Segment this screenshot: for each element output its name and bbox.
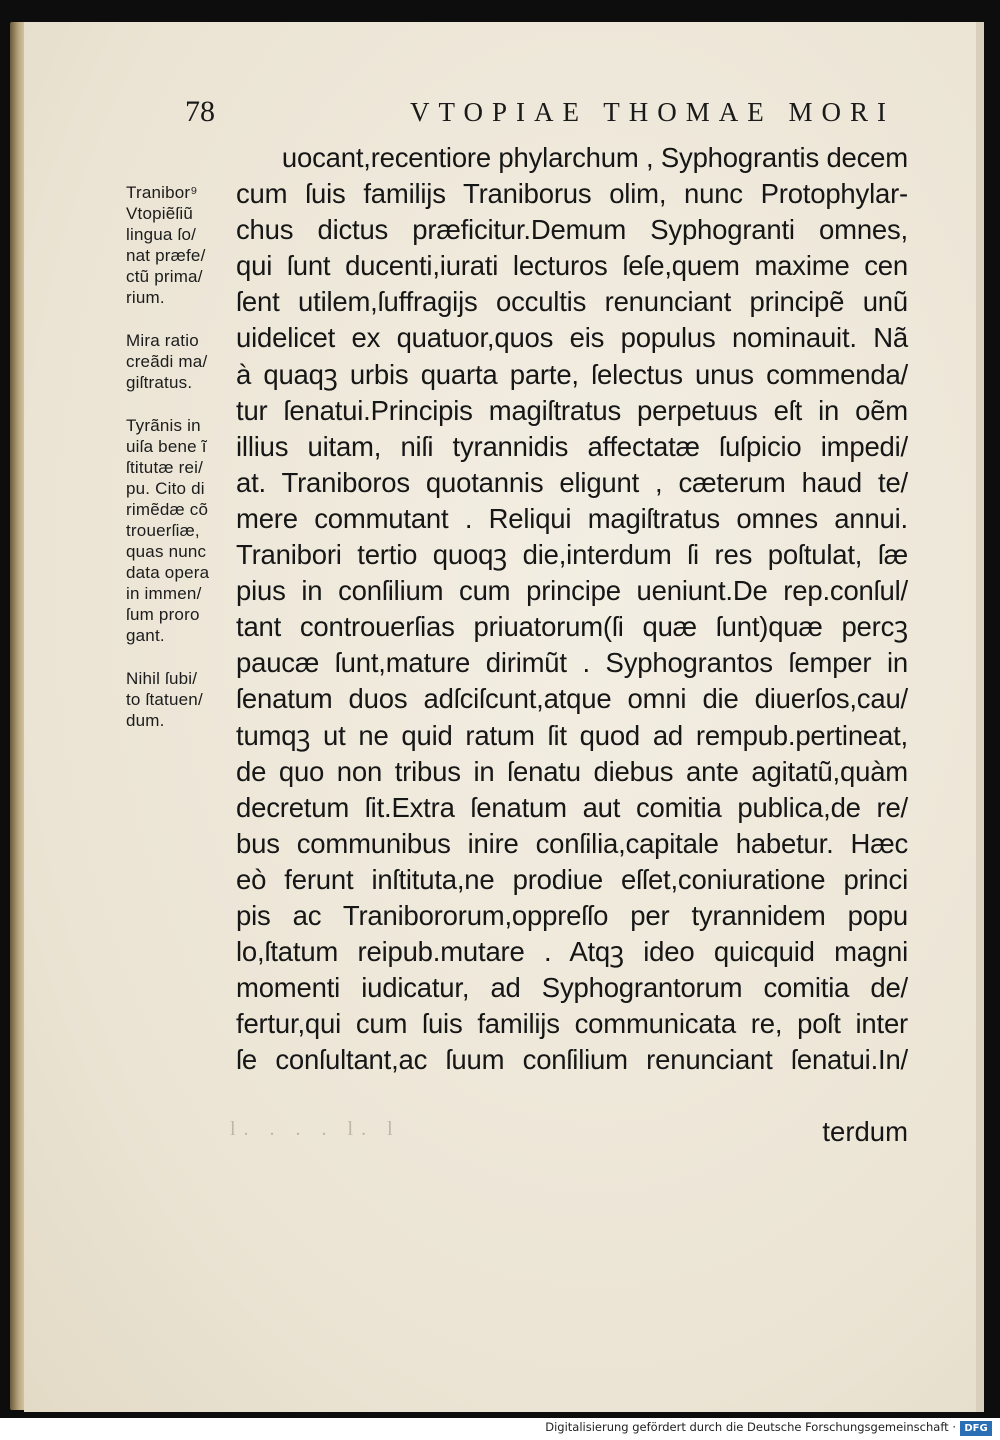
text-line: fertur,qui cum ſuis familijs communicata re, poſt inter xyxy=(236,1008,908,1040)
text-line: pis ac Tranibororum,oppreſſo per tyrannidem popu xyxy=(236,899,908,931)
marginal-note-line: data opera xyxy=(126,563,210,582)
text-line: chus dictus præficitur.Demum Syphogranti omnes, xyxy=(236,214,908,246)
marginal-notes xyxy=(126,182,238,753)
marginal-note-line: trouerſiæ, xyxy=(126,521,200,540)
text-line: illius uitam, niſi tyrannidis affectatæ ſuſpicio impedi/ xyxy=(236,430,908,462)
marginal-note-line: ſum proro xyxy=(126,605,200,624)
text-line: tur ſenatui.Principis magiſtratus perpetuus eſt in oẽm xyxy=(236,394,908,426)
marginal-note-line: giſtratus. xyxy=(126,373,193,392)
text-line: qui ſunt ducenti,iurati lecturos ſeſe,quem maxime cen xyxy=(236,250,908,282)
marginal-note xyxy=(126,330,238,393)
catchword: terdum xyxy=(822,1116,908,1147)
marginal-note xyxy=(126,415,238,646)
text-line: lo,ſtatum reipub.mutare . Atqꝫ ideo quicquid magni xyxy=(236,936,908,968)
text-line: Tranibori tertio quoqꝫ die,interdum ſi res poſtulat, ſæ xyxy=(236,539,908,571)
marginal-note-line: lingua ſo/ xyxy=(126,225,197,244)
marginal-note-line: dum. xyxy=(126,711,165,730)
marginal-note-line: Mira ratio xyxy=(126,331,199,350)
text-line: mere commutant . Reliqui magiſtratus omnes annui. xyxy=(236,502,908,534)
text-line: uocant,recentiore phylarchum , Syphograntis decem xyxy=(281,142,908,173)
text-line: pius in conſilium cum principe ueniunt.De rep.conſul/ xyxy=(236,575,908,607)
text-line: ſe conſultant,ac ſuum conſilium renunciant ſenatui.In/ xyxy=(236,1044,908,1076)
text-line: cum ſuis familijs Traniborus olim, nunc Protophylar- xyxy=(236,178,908,210)
running-head xyxy=(185,95,895,135)
text-line: paucæ ſunt,mature dirimũt . Syphograntos ſemper in xyxy=(236,647,908,679)
text-line: ſenatum duos adſciſcunt,atque omni die diuerſos,cau/ xyxy=(236,683,908,715)
marginal-note-line: ctũ prima/ xyxy=(126,267,203,286)
marginal-note-line: rium. xyxy=(126,288,165,307)
marginal-note-line: Tyrãnis in xyxy=(126,416,201,435)
marginal-note-line: pu. Cito di xyxy=(126,479,205,498)
marginal-note-line: in immen/ xyxy=(126,584,202,603)
marginal-note-line: gant. xyxy=(126,626,165,645)
text-line: uidelicet ex quatuor,quos eis populus nominauit. Nã xyxy=(236,322,908,354)
marginal-note-line: quas nunc xyxy=(126,542,207,561)
marginal-note-line: creãdi ma/ xyxy=(126,352,208,371)
text-line: momenti iudicatur, ad Syphograntorum comitia de/ xyxy=(236,972,908,1004)
footer-bar xyxy=(0,1418,1000,1440)
text-line: bus communibus inire conſilia,capitale habetur. Hæc xyxy=(236,827,908,859)
marginal-note-line: nat præfe/ xyxy=(126,246,206,265)
marginal-note-line: Tranibor⁹ xyxy=(126,183,198,202)
text-line: decretum ſit.Extra ſenatum aut comitia publica,de re/ xyxy=(236,791,908,823)
text-line: at. Traniboros quotannis eligunt , cæterum haud te/ xyxy=(236,466,908,498)
marginal-note-line: rimẽdæ cõ xyxy=(126,500,209,519)
marginal-note xyxy=(126,668,238,731)
text-line: eò ferunt inſtituta,ne prodiue eſſet,coniuratione princi xyxy=(236,863,908,895)
marginal-note-line: Vtopiẽſiũ xyxy=(126,204,194,223)
text-line: de quo non tribus in ſenatu diebus ante agitatũ,quàm xyxy=(236,755,908,787)
marginal-note-line: uiſa bene ĩ xyxy=(126,437,207,456)
text-line: à quaqꝫ urbis quarta parte, ſelectus unus commenda/ xyxy=(236,358,908,390)
marginal-note xyxy=(126,182,238,308)
marginal-note-line: to ſtatuen/ xyxy=(126,690,203,709)
bleed-through-text: l. . . . l. l xyxy=(230,1118,401,1140)
text-line: tant controuerſias priuatorum(ſi quæ ſunt)quæ percꝫ xyxy=(236,611,908,643)
text-line: ſent utilem,ſuffragijs occultis renunciant principẽ unũ xyxy=(236,286,908,318)
dfg-logo-icon: DFG xyxy=(960,1421,992,1436)
marginal-note-line: Nihil ſubi/ xyxy=(126,669,198,688)
page-number: 78 xyxy=(185,95,215,128)
main-text-block xyxy=(236,140,908,1078)
funding-credit: Digitalisierung gefördert durch die Deutsche Forschungsgemeinschaft · xyxy=(545,1420,956,1434)
text-line: tumqꝫ ut ne quid ratum ſit quod ad rempub.pertineat, xyxy=(236,719,908,751)
running-title: VTOPIAE THOMAE MORI xyxy=(409,97,895,127)
marginal-note-line: ſtitutæ rei/ xyxy=(126,458,204,477)
